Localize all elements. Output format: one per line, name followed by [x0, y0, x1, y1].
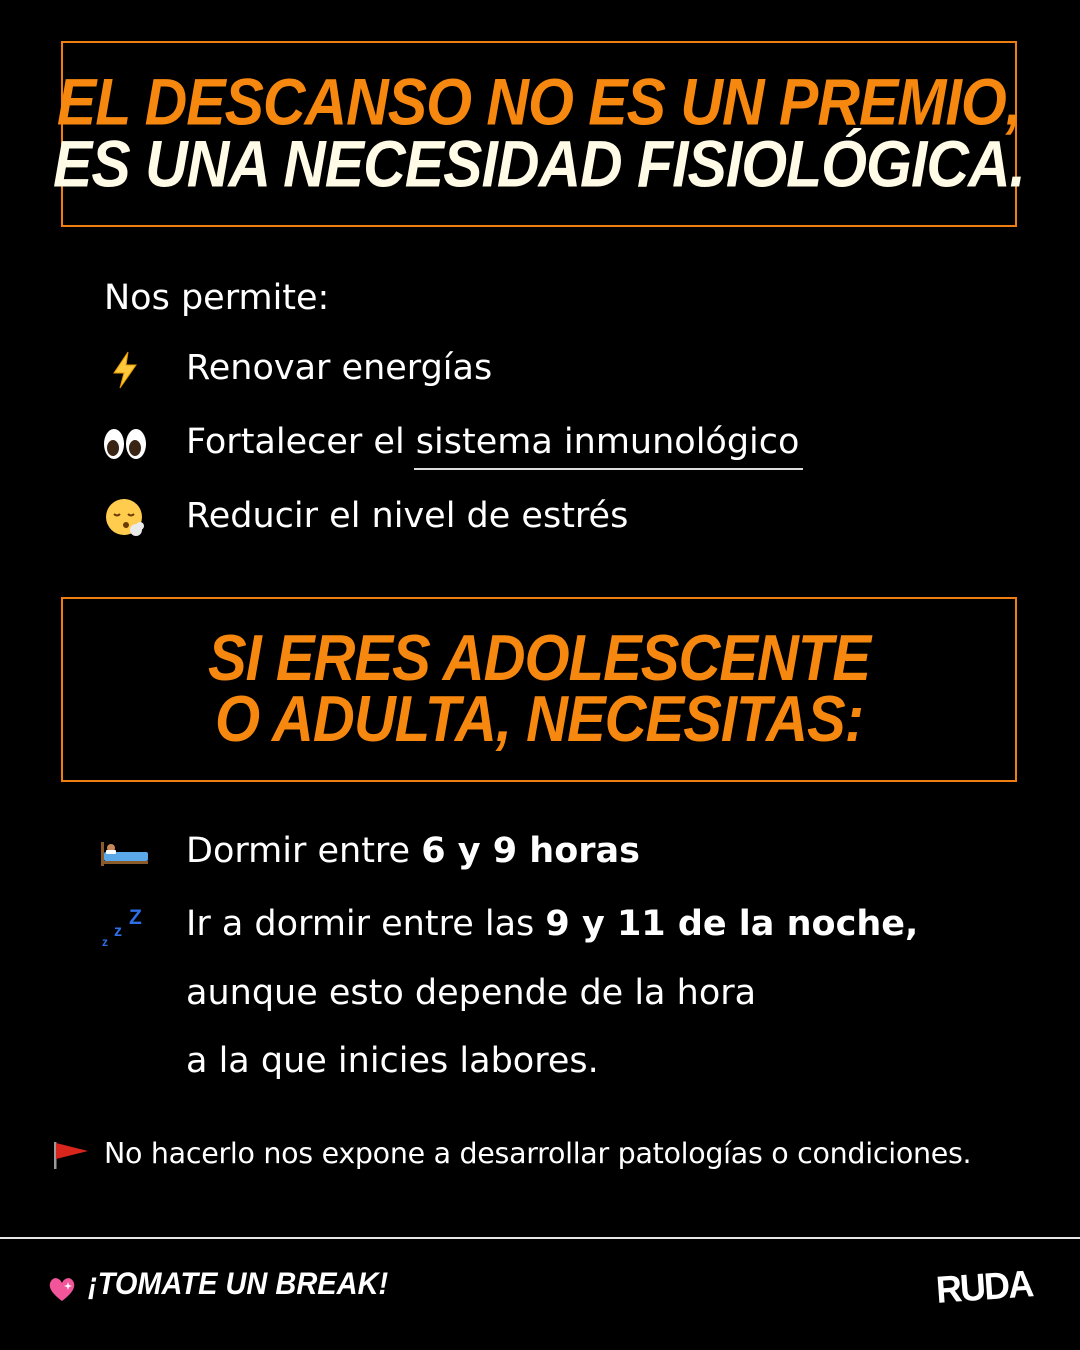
svg-text:Z: Z — [129, 906, 142, 929]
svg-text:z: z — [102, 935, 108, 948]
benefit-text-prefix: Fortalecer el — [186, 422, 416, 462]
red-flag-icon — [52, 1140, 92, 1174]
warning-note: No hacerlo nos expone a desarrollar patologías o condiciones. — [104, 1137, 972, 1170]
sparkling-heart-icon — [46, 1274, 78, 1308]
header-box — [53, 41, 1025, 227]
svg-text:z: z — [114, 923, 122, 940]
benefit-text-underlined: sistema inmunológico — [415, 422, 800, 462]
needs-line-1: SI ERES ADOLESCENTE — [207, 621, 871, 695]
footer-divider — [0, 1237, 1080, 1239]
need-text-line-2: aunque esto depende de la hora — [186, 973, 757, 1013]
need-text: Dormir entre — [186, 831, 422, 871]
benefits-intro: Nos permite: — [104, 278, 330, 318]
eyes-icon — [100, 422, 150, 466]
need-text-bold: 9 y 11 de la noche, — [545, 904, 919, 944]
need-text-bold: 6 y 9 horas — [421, 831, 640, 871]
benefit-text: Reducir el nivel de estrés — [186, 496, 629, 536]
zzz-icon — [100, 904, 150, 948]
lightning-icon — [100, 348, 150, 392]
brand-logo: RUDA — [934, 1261, 1034, 1312]
needs-line-2: O ADULTA, NECESITAS: — [214, 682, 864, 756]
header-line-2: ES UNA NECESIDAD FISIOLÓGICA. — [53, 126, 1025, 201]
needs-box — [61, 597, 1017, 782]
need-text: Ir a dormir entre las — [186, 904, 546, 944]
header-line-1: EL DESCANSO NO ES UN PREMIO, — [56, 64, 1022, 139]
benefit-text: Renovar energías — [186, 348, 493, 388]
relieved-face-icon — [100, 496, 150, 540]
need-text-line-3: a la que inicies labores. — [186, 1041, 599, 1081]
bed-icon — [100, 831, 150, 875]
footer-tagline: ¡TOMATE UN BREAK! — [88, 1266, 389, 1302]
